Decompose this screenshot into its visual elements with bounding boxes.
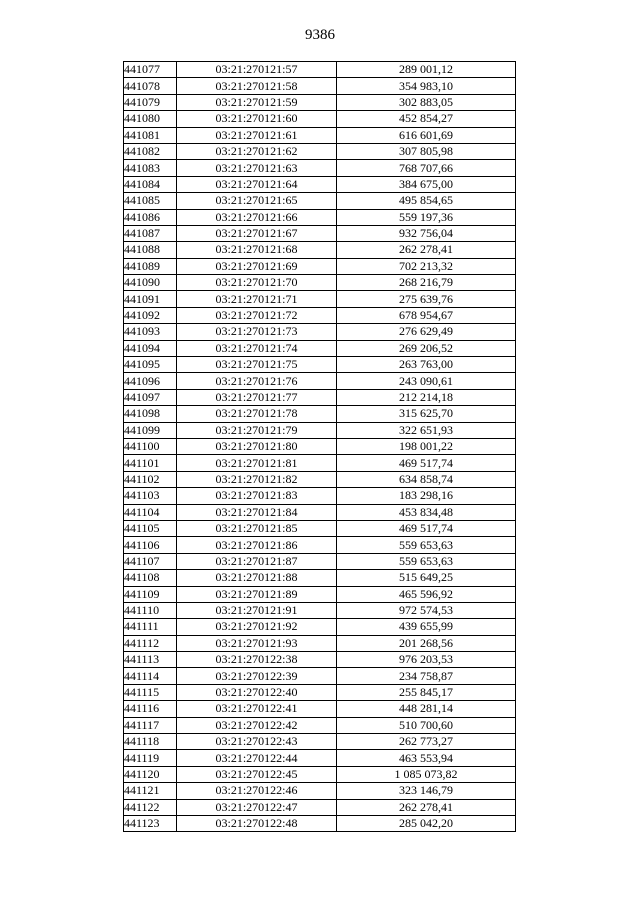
cadastral-number-cell: 03:21:270121:76: [177, 373, 337, 389]
row-number-cell: 441110: [124, 602, 177, 618]
cadastral-number-cell: 03:21:270122:48: [177, 815, 337, 831]
cadastral-number-cell: 03:21:270121:83: [177, 488, 337, 504]
cadastral-number-cell: 03:21:270121:66: [177, 209, 337, 225]
table-row: [124, 193, 516, 209]
cadastral-value-cell: 452 854,27: [337, 111, 516, 127]
cadastral-value-cell: 439 655,99: [337, 619, 516, 635]
row-number-cell: 441120: [124, 766, 177, 782]
cadastral-value-cell: 302 883,05: [337, 94, 516, 110]
cadastral-value-cell: 515 649,25: [337, 570, 516, 586]
row-number-cell: 441084: [124, 176, 177, 192]
table-row: [124, 668, 516, 684]
table-row: [124, 815, 516, 831]
row-number-cell: 441111: [124, 619, 177, 635]
row-number-cell: 441117: [124, 717, 177, 733]
table-row: [124, 176, 516, 192]
cadastral-number-cell: 03:21:270122:47: [177, 799, 337, 815]
table-row: [124, 373, 516, 389]
row-number-cell: 441077: [124, 62, 177, 78]
cadastral-number-cell: 03:21:270121:91: [177, 602, 337, 618]
row-number-cell: 441096: [124, 373, 177, 389]
cadastral-number-cell: 03:21:270121:92: [177, 619, 337, 635]
cadastral-number-cell: 03:21:270122:45: [177, 766, 337, 782]
row-number-cell: 441106: [124, 537, 177, 553]
row-number-cell: 441082: [124, 143, 177, 159]
table-row: [124, 307, 516, 323]
cadastral-value-cell: 465 596,92: [337, 586, 516, 602]
cadastral-value-cell: 275 639,76: [337, 291, 516, 307]
cadastral-number-cell: 03:21:270122:46: [177, 783, 337, 799]
table-row: [124, 652, 516, 668]
table-row: [124, 62, 516, 78]
row-number-cell: 441091: [124, 291, 177, 307]
cadastral-value-cell: 448 281,14: [337, 701, 516, 717]
table-row: [124, 94, 516, 110]
row-number-cell: 441089: [124, 258, 177, 274]
row-number-cell: 441116: [124, 701, 177, 717]
cadastral-value-cell: 932 756,04: [337, 225, 516, 241]
table-row: [124, 357, 516, 373]
cadastral-value-cell: 212 214,18: [337, 389, 516, 405]
cadastral-number-cell: 03:21:270121:84: [177, 504, 337, 520]
row-number-cell: 441099: [124, 422, 177, 438]
table-row: [124, 520, 516, 536]
table-row: [124, 684, 516, 700]
table-row: [124, 422, 516, 438]
table-row: [124, 340, 516, 356]
table-row: [124, 766, 516, 782]
cadastral-number-cell: 03:21:270122:40: [177, 684, 337, 700]
cadastral-number-cell: 03:21:270121:72: [177, 307, 337, 323]
cadastral-value-cell: 1 085 073,82: [337, 766, 516, 782]
table-row: [124, 258, 516, 274]
cadastral-number-cell: 03:21:270121:89: [177, 586, 337, 602]
row-number-cell: 441115: [124, 684, 177, 700]
cadastral-value-cell: 243 090,61: [337, 373, 516, 389]
row-number-cell: 441085: [124, 193, 177, 209]
row-number-cell: 441102: [124, 471, 177, 487]
row-number-cell: 441078: [124, 78, 177, 94]
cadastral-number-cell: 03:21:270121:86: [177, 537, 337, 553]
cadastral-value-cell: 354 983,10: [337, 78, 516, 94]
row-number-cell: 441123: [124, 815, 177, 831]
cadastral-number-cell: 03:21:270121:93: [177, 635, 337, 651]
cadastral-number-cell: 03:21:270121:73: [177, 324, 337, 340]
cadastral-number-cell: 03:21:270121:71: [177, 291, 337, 307]
cadastral-number-cell: 03:21:270121:60: [177, 111, 337, 127]
cadastral-value-cell: 616 601,69: [337, 127, 516, 143]
table-row: [124, 78, 516, 94]
table-row: [124, 750, 516, 766]
row-number-cell: 441098: [124, 406, 177, 422]
cadastral-value-cell: 972 574,53: [337, 602, 516, 618]
cadastral-value-cell: 559 197,36: [337, 209, 516, 225]
row-number-cell: 441104: [124, 504, 177, 520]
table-row: [124, 143, 516, 159]
table-row: [124, 275, 516, 291]
row-number-cell: 441113: [124, 652, 177, 668]
row-number-cell: 441087: [124, 225, 177, 241]
cadastral-value-cell: 289 001,12: [337, 62, 516, 78]
table-row: [124, 799, 516, 815]
table-row: [124, 504, 516, 520]
row-number-cell: 441114: [124, 668, 177, 684]
cadastral-number-cell: 03:21:270121:82: [177, 471, 337, 487]
table-row: [124, 783, 516, 799]
row-number-cell: 441100: [124, 438, 177, 454]
table-row: [124, 537, 516, 553]
row-number-cell: 441121: [124, 783, 177, 799]
cadastral-number-cell: 03:21:270121:88: [177, 570, 337, 586]
cadastral-number-cell: 03:21:270121:58: [177, 78, 337, 94]
cadastral-value-cell: 276 629,49: [337, 324, 516, 340]
cadastral-value-cell: 702 213,32: [337, 258, 516, 274]
cadastral-number-cell: 03:21:270121:68: [177, 242, 337, 258]
cadastral-value-cell: 234 758,87: [337, 668, 516, 684]
row-number-cell: 441080: [124, 111, 177, 127]
cadastral-value-cell: 323 146,79: [337, 783, 516, 799]
row-number-cell: 441097: [124, 389, 177, 405]
row-number-cell: 441107: [124, 553, 177, 569]
cadastral-number-cell: 03:21:270121:57: [177, 62, 337, 78]
row-number-cell: 441108: [124, 570, 177, 586]
cadastral-number-cell: 03:21:270121:80: [177, 438, 337, 454]
row-number-cell: 441109: [124, 586, 177, 602]
table-row: [124, 324, 516, 340]
cadastral-number-cell: 03:21:270121:81: [177, 455, 337, 471]
table-row: [124, 291, 516, 307]
cadastral-number-cell: 03:21:270121:64: [177, 176, 337, 192]
row-number-cell: 441118: [124, 734, 177, 750]
cadastral-value-cell: 463 553,94: [337, 750, 516, 766]
cadastral-value-cell: 262 278,41: [337, 799, 516, 815]
row-number-cell: 441105: [124, 520, 177, 536]
cadastral-number-cell: 03:21:270121:63: [177, 160, 337, 176]
cadastral-value-cell: 285 042,20: [337, 815, 516, 831]
cadastral-value-table: [123, 61, 516, 832]
cadastral-number-cell: 03:21:270121:67: [177, 225, 337, 241]
table-row: [124, 586, 516, 602]
cadastral-number-cell: 03:21:270122:41: [177, 701, 337, 717]
table-row: [124, 438, 516, 454]
table-row: [124, 488, 516, 504]
table-row: [124, 127, 516, 143]
row-number-cell: 441103: [124, 488, 177, 504]
cadastral-value-cell: 976 203,53: [337, 652, 516, 668]
cadastral-value-cell: 678 954,67: [337, 307, 516, 323]
row-number-cell: 441095: [124, 357, 177, 373]
table-row: [124, 734, 516, 750]
table-row: [124, 209, 516, 225]
row-number-cell: 441079: [124, 94, 177, 110]
cadastral-value-cell: 315 625,70: [337, 406, 516, 422]
row-number-cell: 441112: [124, 635, 177, 651]
row-number-cell: 441093: [124, 324, 177, 340]
cadastral-value-cell: 201 268,56: [337, 635, 516, 651]
cadastral-value-cell: 322 651,93: [337, 422, 516, 438]
cadastral-value-cell: 263 763,00: [337, 357, 516, 373]
table-row: [124, 619, 516, 635]
cadastral-value-cell: 262 773,27: [337, 734, 516, 750]
row-number-cell: 441088: [124, 242, 177, 258]
row-number-cell: 441092: [124, 307, 177, 323]
cadastral-number-cell: 03:21:270121:74: [177, 340, 337, 356]
table-row: [124, 242, 516, 258]
cadastral-number-cell: 03:21:270121:65: [177, 193, 337, 209]
table-row: [124, 701, 516, 717]
table-row: [124, 602, 516, 618]
row-number-cell: 441081: [124, 127, 177, 143]
row-number-cell: 441086: [124, 209, 177, 225]
cadastral-value-cell: 453 834,48: [337, 504, 516, 520]
cadastral-value-cell: 198 001,22: [337, 438, 516, 454]
cadastral-number-cell: 03:21:270121:61: [177, 127, 337, 143]
cadastral-value-cell: 559 653,63: [337, 537, 516, 553]
row-number-cell: 441119: [124, 750, 177, 766]
table-row: [124, 717, 516, 733]
table-row: [124, 455, 516, 471]
cadastral-number-cell: 03:21:270122:42: [177, 717, 337, 733]
cadastral-number-cell: 03:21:270121:79: [177, 422, 337, 438]
row-number-cell: 441122: [124, 799, 177, 815]
cadastral-value-cell: 269 206,52: [337, 340, 516, 356]
cadastral-value-cell: 262 278,41: [337, 242, 516, 258]
cadastral-number-cell: 03:21:270121:77: [177, 389, 337, 405]
cadastral-number-cell: 03:21:270122:44: [177, 750, 337, 766]
table-row: [124, 471, 516, 487]
cadastral-number-cell: 03:21:270122:39: [177, 668, 337, 684]
cadastral-value-cell: 634 858,74: [337, 471, 516, 487]
cadastral-number-cell: 03:21:270122:43: [177, 734, 337, 750]
cadastral-value-cell: 469 517,74: [337, 520, 516, 536]
cadastral-value-cell: 768 707,66: [337, 160, 516, 176]
cadastral-number-cell: 03:21:270121:87: [177, 553, 337, 569]
table-row: [124, 553, 516, 569]
cadastral-value-cell: 469 517,74: [337, 455, 516, 471]
table-row: [124, 406, 516, 422]
table-row: [124, 389, 516, 405]
cadastral-number-cell: 03:21:270122:38: [177, 652, 337, 668]
row-number-cell: 441094: [124, 340, 177, 356]
cadastral-number-cell: 03:21:270121:75: [177, 357, 337, 373]
table-body: [124, 62, 516, 832]
row-number-cell: 441101: [124, 455, 177, 471]
cadastral-number-cell: 03:21:270121:62: [177, 143, 337, 159]
cadastral-value-cell: 268 216,79: [337, 275, 516, 291]
table-row: [124, 225, 516, 241]
cadastral-number-cell: 03:21:270121:59: [177, 94, 337, 110]
table-row: [124, 635, 516, 651]
table-row: [124, 111, 516, 127]
cadastral-value-cell: 255 845,17: [337, 684, 516, 700]
cadastral-value-cell: 183 298,16: [337, 488, 516, 504]
cadastral-value-cell: 307 805,98: [337, 143, 516, 159]
cadastral-value-cell: 510 700,60: [337, 717, 516, 733]
cadastral-value-cell: 559 653,63: [337, 553, 516, 569]
cadastral-number-cell: 03:21:270121:78: [177, 406, 337, 422]
row-number-cell: 441083: [124, 160, 177, 176]
cadastral-number-cell: 03:21:270121:85: [177, 520, 337, 536]
cadastral-value-cell: 495 854,65: [337, 193, 516, 209]
page-number: 9386: [305, 27, 335, 43]
row-number-cell: 441090: [124, 275, 177, 291]
cadastral-number-cell: 03:21:270121:70: [177, 275, 337, 291]
cadastral-value-cell: 384 675,00: [337, 176, 516, 192]
table-row: [124, 160, 516, 176]
table-row: [124, 570, 516, 586]
cadastral-number-cell: 03:21:270121:69: [177, 258, 337, 274]
